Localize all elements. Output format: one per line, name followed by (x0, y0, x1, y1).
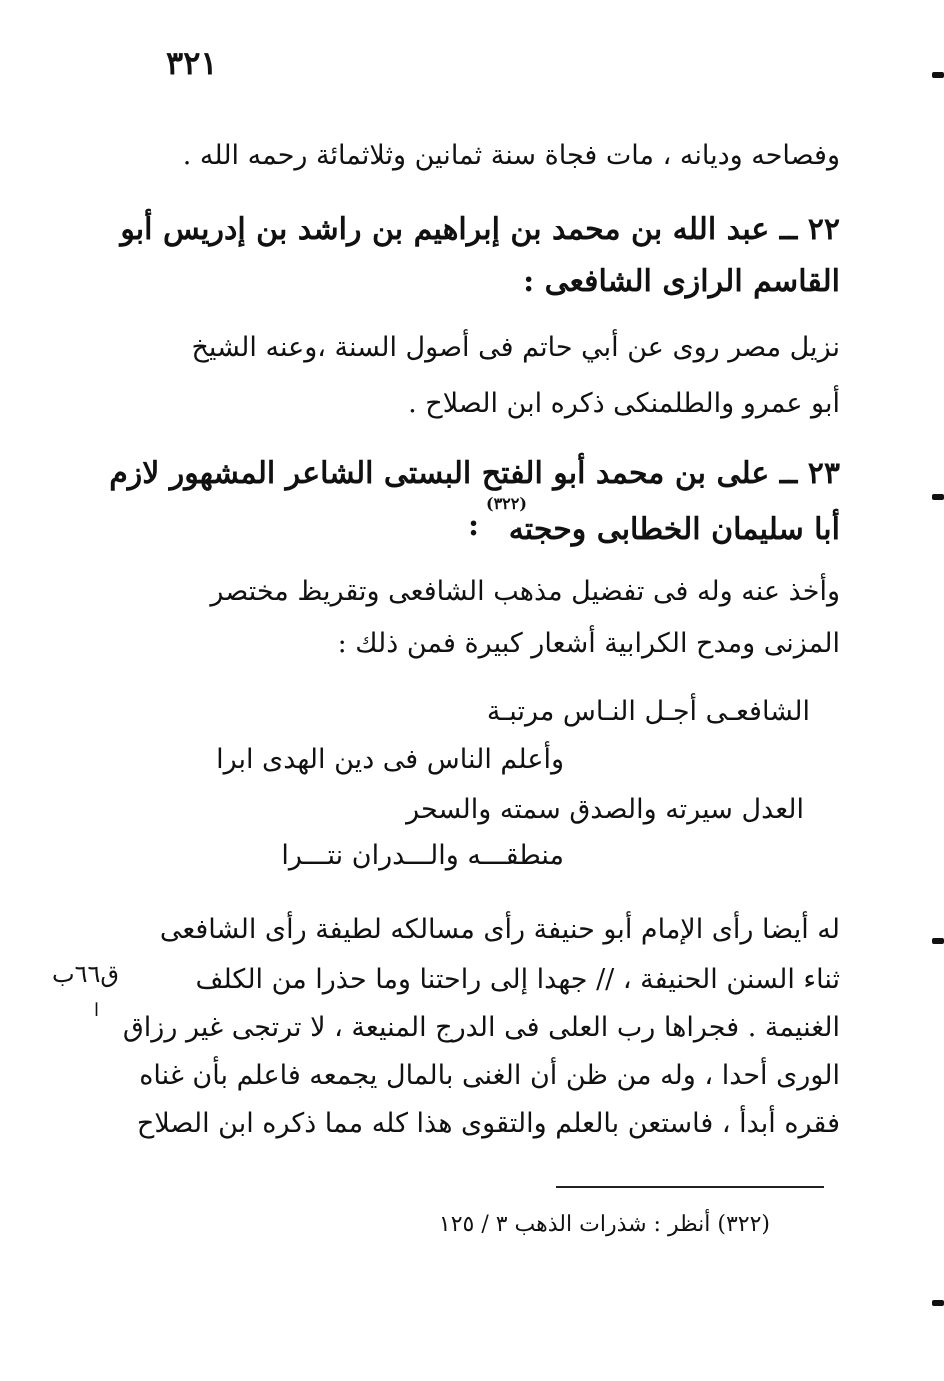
poem-line-1: الشافعـى أجـل النـاس مرتبـة (486, 696, 810, 727)
entry-23-heading-line-2: أبا سليمان الخطابى وحجته (508, 512, 840, 547)
paragraph-line-2: ثناء السنن الحنيفة ، // جهدا إلى راحتنا وما حذرا من الكلف (195, 964, 840, 995)
entry-22-heading-line-2: القاسم الرازى الشافعى : (523, 264, 840, 299)
scan-edge-mark (932, 494, 944, 500)
footnote-reference: (٣٢٢) (486, 494, 527, 513)
poem-line-2: وأعلم الناس فى دين الهدى ابرا (216, 744, 564, 775)
entry-22-body-line-2: أبو عمرو والطلمنكى ذكره ابن الصلاح . (408, 388, 840, 419)
entry-23-body-line-2: المزنى ومدح الكرابية أشعار كبيرة فمن ذلك : (337, 628, 840, 659)
paragraph-line-3: الغنيمة . فجراها رب العلى فى الدرج المنيعة ، لا ترتجى غير رزاق (122, 1012, 840, 1043)
entry-23-body-line-1: وأخذ عنه وله فى تفضيل مذهب الشافعى وتقريظ مختصر (210, 576, 840, 607)
manuscript-folio-note-sub: ا (94, 1000, 100, 1021)
footnote-rule (556, 1186, 824, 1188)
poem-line-3: العدل سيرته والصدق سمته والسحر (406, 794, 804, 825)
entry-22-body-line-1: نزيل مصر روى عن أبي حاتم فى أصول السنة ،وعنه الشيخ (191, 332, 840, 363)
scan-edge-mark (932, 1300, 944, 1306)
entry-23-heading-colon: : (468, 508, 480, 543)
entry-23-heading-line-1: ٢٣ ــ على بن محمد أبو الفتح البستى الشاعر المشهور لازم (109, 456, 840, 491)
paragraph-line-5: فقره أبدأ ، فاستعن بالعلم والتقوى هذا كله مما ذكره ابن الصلاح (136, 1108, 840, 1139)
scan-edge-mark (932, 938, 944, 944)
page-number: ٣٢١ (166, 44, 218, 82)
continuation-line: وفصاحه وديانه ، مات فجاة سنة ثمانين وثلاثمائة رحمه الله . (182, 140, 840, 171)
entry-22-heading-line-1: ٢٢ ــ عبد الله بن محمد بن إبراهيم بن راشد بن إدريس أبو (120, 212, 840, 247)
paragraph-line-1: له أيضا رأى الإمام أبو حنيفة رأى مسالكه لطيفة رأى الشافعى (159, 914, 840, 945)
poem-line-4: منطقـــه والـــدران نتـــرا (281, 840, 564, 871)
manuscript-folio-note: ق٦٦ب (52, 960, 119, 988)
scan-edge-mark (932, 72, 944, 78)
footnote: (٣٢٢) أنظر : شذرات الذهب ٣ / ١٢٥ (438, 1212, 770, 1237)
paragraph-line-4: الورى أحدا ، وله من ظن أن الغنى بالمال يجمعه فاعلم بأن غناه (139, 1060, 840, 1091)
